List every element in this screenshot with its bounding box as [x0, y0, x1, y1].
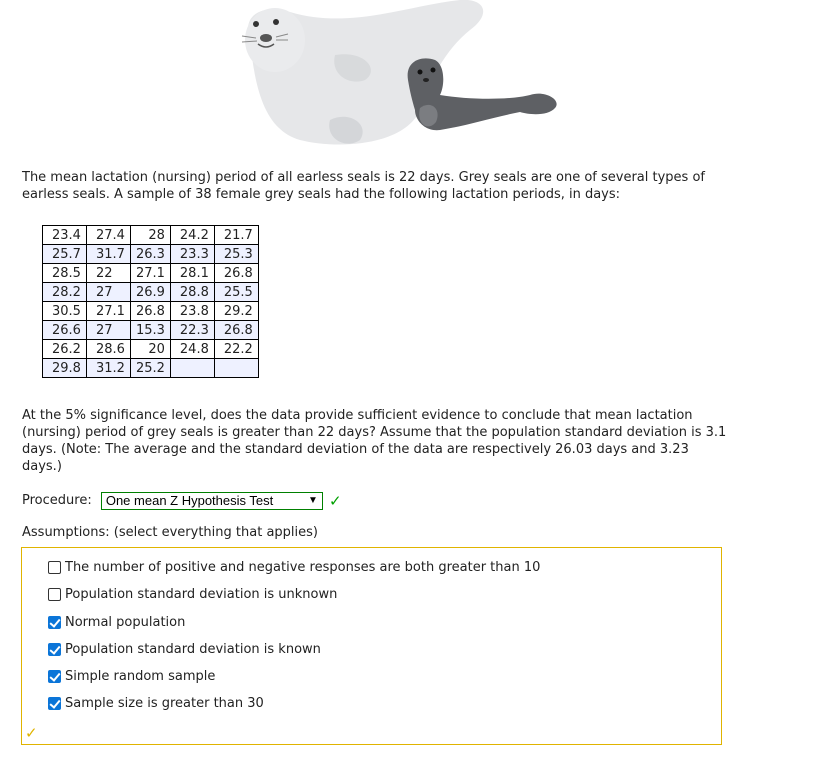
- assumption-option[interactable]: [48, 696, 264, 712]
- table-cell: 27.1: [86, 302, 130, 321]
- assumption-option-label: The number of positive and negative responses are both greater than 10: [65, 560, 541, 575]
- assumption-option-label: Sample size is greater than 30: [65, 696, 264, 711]
- table-cell: 15.3: [130, 321, 170, 340]
- table-cell: 27.4: [86, 226, 130, 245]
- table-cell: 23.4: [43, 226, 87, 245]
- checkbox-unchecked[interactable]: [48, 588, 61, 601]
- table-row: [43, 283, 259, 302]
- procedure-label: Procedure:: [22, 493, 92, 508]
- table-cell: 26.8: [130, 302, 170, 321]
- table-row: [43, 321, 259, 340]
- table-cell: 22.3: [170, 321, 214, 340]
- table-row: [43, 340, 259, 359]
- table-cell: 26.8: [214, 321, 258, 340]
- table-cell: 22.2: [214, 340, 258, 359]
- table-cell: 29.8: [43, 359, 87, 378]
- procedure-row: [22, 491, 342, 511]
- table-cell: 26.2: [43, 340, 87, 359]
- table-cell: 20: [130, 340, 170, 359]
- procedure-selected-value: One mean Z Hypothesis Test: [105, 493, 274, 508]
- table-cell: 25.2: [130, 359, 170, 378]
- table-row: [43, 359, 259, 378]
- assumption-option[interactable]: [48, 642, 321, 658]
- question-paragraph: At the 5% significance level, does the data provide sufficient evidence to conclude that mean lactation (nursing) period of grey seals is greater than 22 days? Assume that the population standard deviation is 3.1 days. (Note: The average and the standard deviation of the data are respectively 26.03 days and 3.23 days.): [22, 408, 727, 474]
- checkbox-checked[interactable]: [48, 697, 61, 710]
- table-cell: 26.8: [214, 264, 258, 283]
- table-cell: [214, 359, 258, 378]
- table-cell: 29.2: [214, 302, 258, 321]
- table-cell: 24.2: [170, 226, 214, 245]
- table-cell: 28.5: [43, 264, 87, 283]
- table-cell: 27.1: [130, 264, 170, 283]
- checkbox-checked[interactable]: [48, 643, 61, 656]
- checkbox-checked[interactable]: [48, 670, 61, 683]
- assumptions-label: Assumptions: (select everything that applies): [22, 525, 318, 540]
- table-row: [43, 264, 259, 283]
- table-cell: 30.5: [43, 302, 87, 321]
- table-cell: 27: [86, 321, 130, 340]
- table-cell: 26.3: [130, 245, 170, 264]
- table-cell: 27: [86, 283, 130, 302]
- lactation-data-table: [42, 225, 259, 378]
- table-cell: 25.5: [214, 283, 258, 302]
- assumption-option-label: Population standard deviation is known: [65, 642, 321, 657]
- table-cell: 25.3: [214, 245, 258, 264]
- checkbox-unchecked[interactable]: [48, 561, 61, 574]
- checkbox-checked[interactable]: [48, 616, 61, 629]
- table-row: [43, 226, 259, 245]
- table-cell: 26.9: [130, 283, 170, 302]
- table-row: [43, 245, 259, 264]
- assumption-option[interactable]: [48, 615, 185, 631]
- table-cell: 28.8: [170, 283, 214, 302]
- table-cell: 25.7: [43, 245, 87, 264]
- partial-check-icon: ✓: [25, 724, 38, 742]
- assumption-option-label: Normal population: [65, 615, 186, 630]
- intro-paragraph: The mean lactation (nursing) period of all earless seals is 22 days. Grey seals are one of several types of earless seals. A sample of 38 female grey seals had the following lactation periods, in days:: [22, 170, 705, 202]
- grey-seals-illustration: [230, 0, 570, 160]
- assumption-option-label: Simple random sample: [65, 669, 216, 684]
- table-cell: 31.7: [86, 245, 130, 264]
- table-cell: 23.8: [170, 302, 214, 321]
- table-cell: 31.2: [86, 359, 130, 378]
- table-cell: [170, 359, 214, 378]
- assumption-option[interactable]: [48, 669, 215, 685]
- table-cell: 21.7: [214, 226, 258, 245]
- table-cell: 28: [130, 226, 170, 245]
- table-cell: 24.8: [170, 340, 214, 359]
- assumption-option[interactable]: [48, 587, 337, 603]
- chevron-down-icon: ▼: [307, 495, 318, 506]
- table-row: [43, 302, 259, 321]
- table-cell: 28.6: [86, 340, 130, 359]
- assumptions-box: [21, 547, 722, 745]
- table-cell: 28.2: [43, 283, 87, 302]
- table-cell: 22: [86, 264, 130, 283]
- assumption-option-label: Population standard deviation is unknown: [65, 587, 338, 602]
- table-cell: 28.1: [170, 264, 214, 283]
- check-icon: ✓: [328, 492, 342, 510]
- assumption-option[interactable]: [48, 560, 540, 576]
- table-cell: 26.6: [43, 321, 87, 340]
- table-cell: 23.3: [170, 245, 214, 264]
- procedure-select[interactable]: [101, 492, 323, 510]
